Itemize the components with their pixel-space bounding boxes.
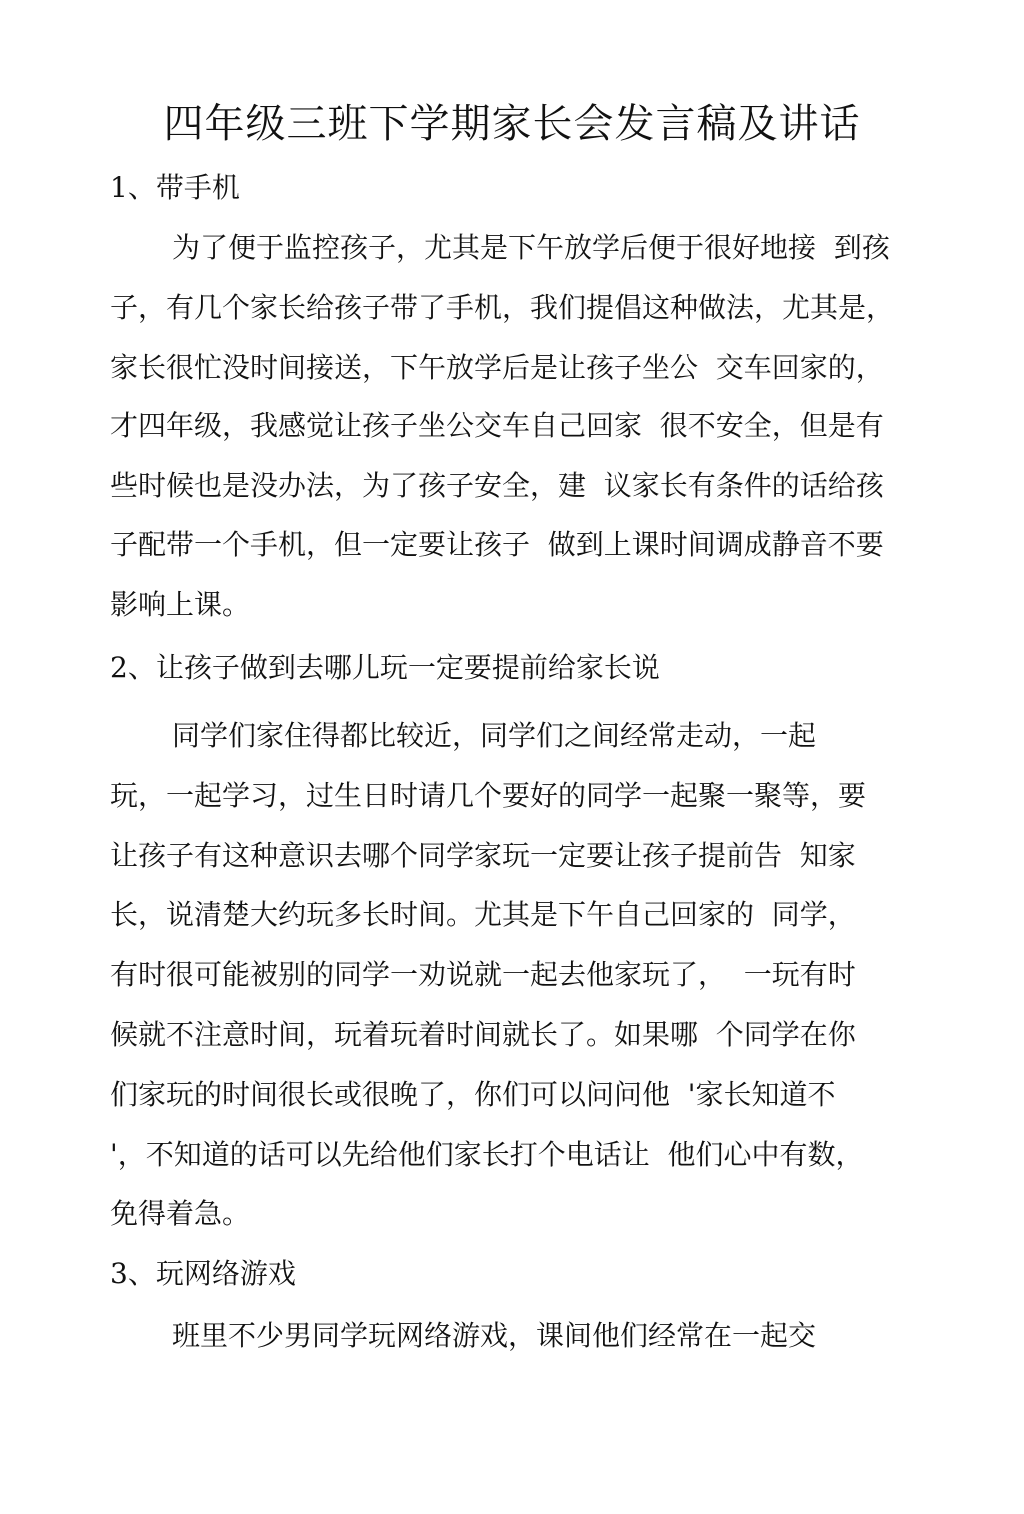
paragraph-line: 为了便于监控孩子，尤其是下午放学后便于很好地接 到孩 xyxy=(172,231,890,264)
paragraph-line: 班里不少男同学玩网络游戏，课间他们经常在一起交 xyxy=(172,1319,817,1352)
section-heading-2: 2、让孩子做到去哪儿玩一定要提前给家长说 xyxy=(110,651,660,684)
paragraph-line: '，不知道的话可以先给他们家长打个电话让 他们心中有数， xyxy=(110,1138,864,1171)
section-heading-3: 3、玩网络游戏 xyxy=(110,1257,296,1290)
paragraph-line: 候就不注意时间，玩着玩着时间就长了。如果哪 个同学在你 xyxy=(110,1018,856,1051)
paragraph-line: 们家玩的时间很长或很晚了，你们可以问问他 '家长知道不 xyxy=(110,1078,836,1111)
paragraph-line: 玩，一起学习，过生日时请几个要好的同学一起聚一聚等，要 xyxy=(110,779,867,812)
paragraph-line: 些时候也是没办法，为了孩子安全，建 议家长有条件的话给孩 xyxy=(110,469,884,502)
paragraph-line: 同学们家住得都比较近，同学们之间经常走动，一起 xyxy=(172,719,817,752)
section-heading-1: 1、带手机 xyxy=(110,171,240,204)
paragraph-line: 家长很忙没时间接送，下午放学后是让孩子坐公 交车回家的， xyxy=(110,351,884,384)
paragraph-line: 影响上课。 xyxy=(110,588,251,621)
paragraph-line: 长，说清楚大约玩多长时间。尤其是下午自己回家的 同学， xyxy=(110,898,856,931)
document-title: 四年级三班下学期家长会发言稿及讲话 xyxy=(163,101,861,147)
paragraph-line: 让孩子有这种意识去哪个同学家玩一定要让孩子提前告 知家 xyxy=(110,839,856,872)
paragraph-line: 子，有几个家长给孩子带了手机，我们提倡这种做法，尤其是， xyxy=(110,291,895,324)
paragraph-line: 免得着急。 xyxy=(110,1197,251,1230)
paragraph-line: 子配带一个手机，但一定要让孩子 做到上课时间调成静音不要 xyxy=(110,528,884,561)
paragraph-line: 才四年级，我感觉让孩子坐公交车自己回家 很不安全，但是有 xyxy=(110,409,884,442)
paragraph-line: 有时很可能被别的同学一劝说就一起去他家玩了， 一玩有时 xyxy=(110,958,856,991)
